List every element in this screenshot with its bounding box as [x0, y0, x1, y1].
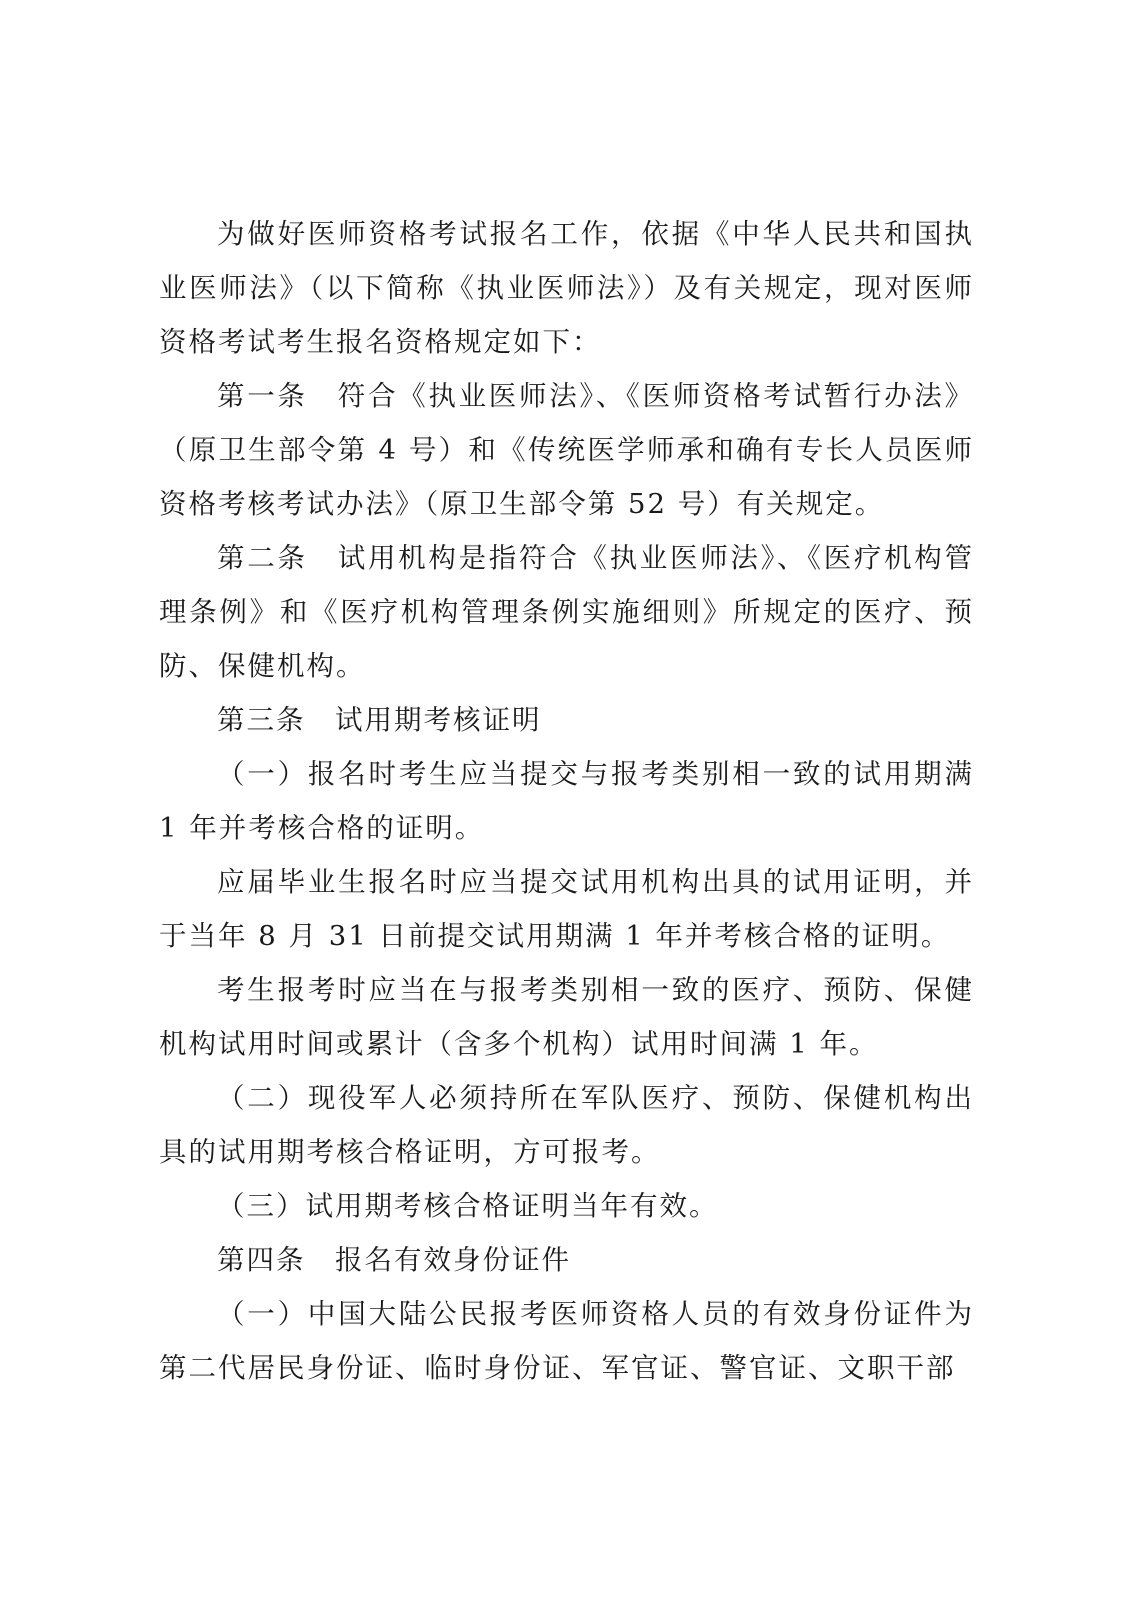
document-body [159, 207, 974, 1395]
intro-paragraph: 为做好医师资格考试报名工作，依据《中华人民共和国执业医师法》（以下简称《执业医师法》）及有关规定，现对医师资格考试考生报名资格规定如下： [159, 218, 974, 358]
article-4-heading: 第四条 报名有效身份证件 [217, 1244, 571, 1276]
article-2-paragraph: 第二条 试用机构是指符合《执业医师法》、《医疗机构管理条例》和《医疗机构管理条例实施细则》所规定的医疗、预防、保健机构。 [159, 542, 974, 682]
article-1-paragraph: 第一条 符合《执业医师法》、《医师资格考试暂行办法》（原卫生部令第 4 号）和《传统医学师承和确有专长人员医师资格考核考试办法》（原卫生部令第 52 号）有关规定。 [159, 380, 974, 520]
article-3-item-3-paragraph: （三）试用期考核合格证明当年有效。 [217, 1190, 719, 1222]
trial-period-paragraph: 考生报考时应当在与报考类别相一致的医疗、预防、保健机构试用时间或累计（含多个机构）试用时间满 1 年。 [159, 974, 974, 1060]
article-3-heading: 第三条 试用期考核证明 [217, 704, 542, 736]
article-3-item-1-paragraph: （一）报名时考生应当提交与报考类别相一致的试用期满 1 年并考核合格的证明。 [159, 758, 974, 844]
graduate-requirement-paragraph: 应届毕业生报名时应当提交试用机构出具的试用证明，并于当年 8 月 31 日前提交试用期满 1 年并考核合格的证明。 [159, 866, 974, 952]
article-3-item-2-paragraph: （二）现役军人必须持所在军队医疗、预防、保健机构出具的试用期考核合格证明，方可报考。 [159, 1082, 974, 1168]
article-4-item-1-paragraph: （一）中国大陆公民报考医师资格人员的有效身份证件为第二代居民身份证、临时身份证、军官证、警官证、文职干部 [159, 1298, 974, 1384]
